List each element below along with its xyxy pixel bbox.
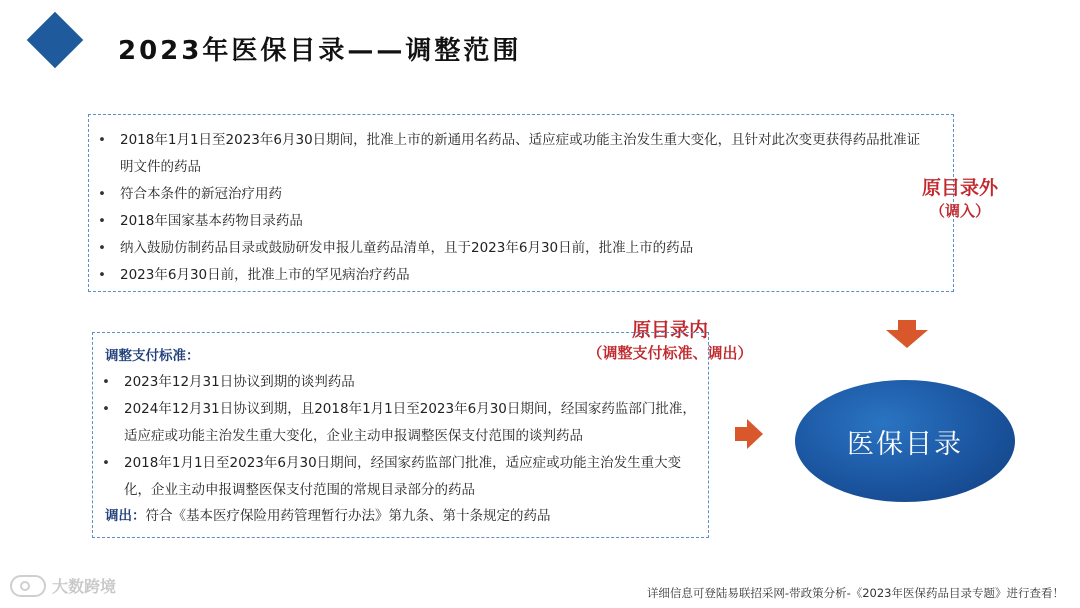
target-catalog-ellipse xyxy=(795,380,1015,502)
arrow-right-icon xyxy=(735,419,763,449)
list-item: • 2018年国家基本药物目录药品 xyxy=(98,208,933,235)
brand-logo-icon xyxy=(10,575,46,597)
list-item: • 2023年12月31日协议到期的谈判药品 xyxy=(102,369,698,396)
list-item: • 符合本条件的新冠治疗用药 xyxy=(98,181,933,208)
list-item: • 2023年6月30日前，批准上市的罕见病治疗药品 xyxy=(98,262,933,289)
list-item: • 纳入鼓励仿制药品目录或鼓励研发申报儿童药品清单，且于2023年6月30日前，批准上市的药品 xyxy=(98,235,933,262)
label-inside-main: 原目录内 xyxy=(631,319,708,341)
list-item: • 2018年1月1日至2023年6月30日期间，经国家药监部门批准，适应症或功能主治发生重大变化，企业主动申报调整医保支付范围的常规目录部分的药品 xyxy=(102,450,698,504)
removal-text: 符合《基本医疗保险用药管理暂行办法》第九条、第十条规定的药品 xyxy=(145,508,551,524)
title-diamond-icon xyxy=(27,12,84,69)
outside-criteria-list xyxy=(89,115,953,289)
arrow-down-icon xyxy=(886,320,928,348)
box-inside-catalog xyxy=(92,332,709,538)
brand-name: 大数跨境 xyxy=(52,577,117,596)
label-outside-catalog xyxy=(905,176,1015,222)
list-item: • 2024年12月31日协议到期，且2018年1月1日至2023年6月30日期间，经国家药监部门批准，适应症或功能主治发生重大变化，企业主动申报调整医保支付范围的谈判药品 xyxy=(102,396,698,450)
removal-label: 调出： xyxy=(105,508,146,524)
payment-standard-heading: 调整支付标准： xyxy=(105,348,200,364)
brand-watermark xyxy=(10,574,116,597)
box-outside-catalog xyxy=(88,114,954,292)
page-title: 2023年医保目录——调整范围 xyxy=(118,36,522,66)
footer-note: 详细信息可登陆易联招采网-带政策分析-《2023年医保药品目录专题》进行查看！ xyxy=(646,586,1064,600)
label-outside-main: 原目录外 xyxy=(921,177,998,199)
label-inside-sub: （调整支付标准、调出） xyxy=(587,344,753,362)
target-catalog-label: 医保目录 xyxy=(847,428,963,460)
inside-criteria-list xyxy=(93,369,708,504)
removal-row xyxy=(105,505,708,527)
label-outside-sub: （调入） xyxy=(929,202,990,220)
list-item: • 2018年1月1日至2023年6月30日期间，批准上市的新通用名药品、适应症或功能主治发生重大变化，且针对此次变更获得药品批准证明文件的药品 xyxy=(98,127,933,181)
